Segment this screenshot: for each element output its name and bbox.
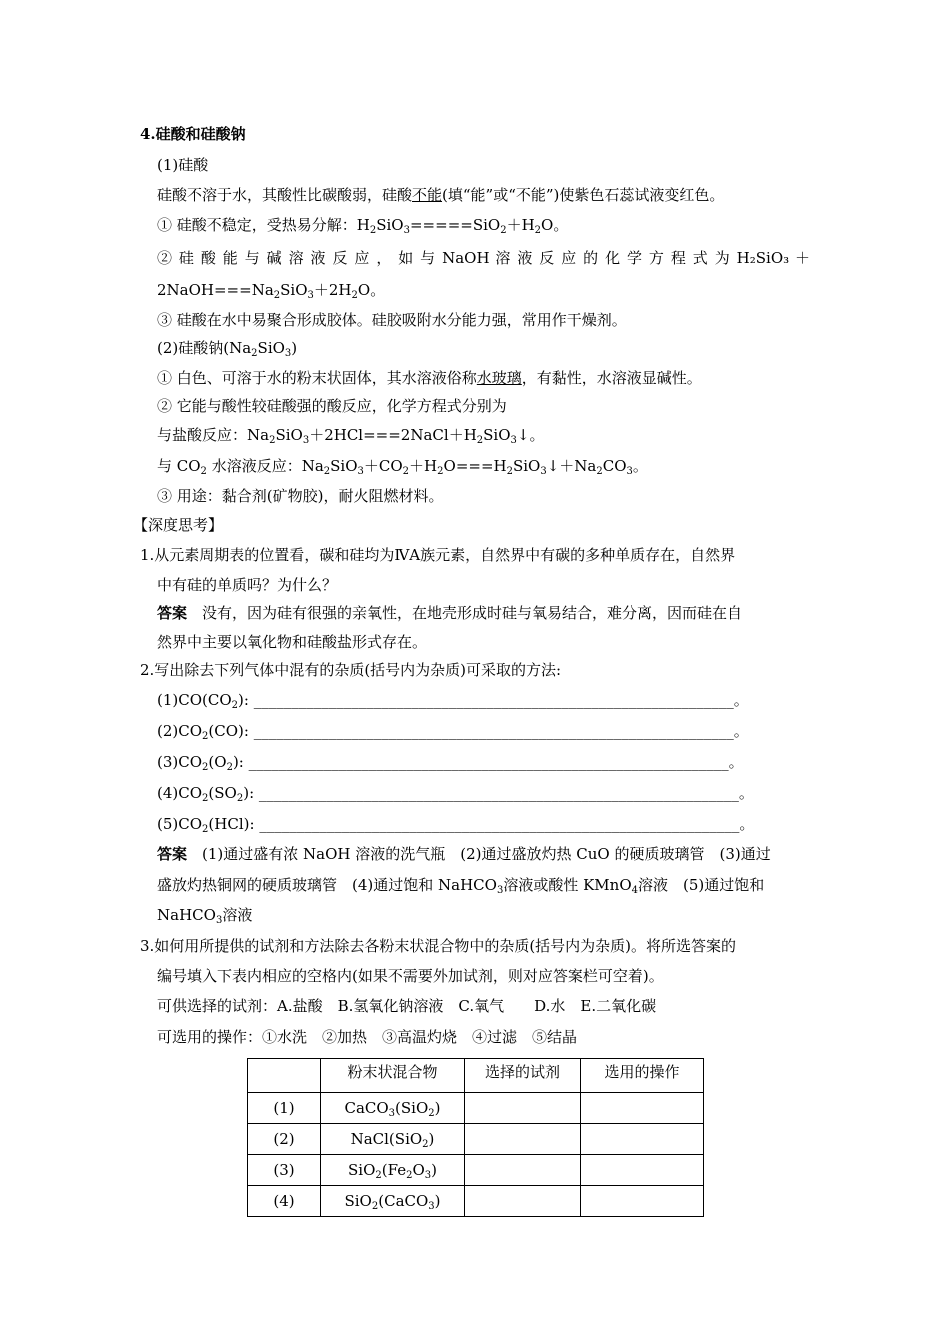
question-2: 2.写出除去下列气体中混有的杂质(括号内为杂质)可采取的方法: (140, 661, 562, 679)
table-header-cell: 选择的试剂 (465, 1059, 581, 1093)
question-2-item-2: $(2)CO_2(CO)$: ________________________________________________________________。 (157, 722, 749, 742)
answer-2-line2: 盛放灼热铜网的硬质玻璃管 (4)通过饱和 NaHCO$_3$溶液或酸性 KMnO$_4$溶液 (5)通过饱和 (157, 876, 765, 896)
question-3-line2: 编号填入下表内相应的空格内(如果不需要外加试剂，则对应答案栏可空着)。 (157, 967, 664, 985)
row-number: (3) (248, 1155, 321, 1186)
mixture-cell: $SiO_2(Fe_2O_3)$ (321, 1155, 465, 1186)
question-2-item-5: $(5)CO_2(HCl)$: ________________________________________________________________。 (157, 815, 755, 835)
reagent-options: 可供选择的试剂：A.盐酸 B.氢氧化钠溶液 C.氧气 D.水 E.二氧化碳 (157, 997, 657, 1015)
sodium-silicate-hcl-equation: 与盐酸反应：$Na_2SiO_3+2HCl===2NaCl+H_2SiO_3↓$。 (157, 426, 545, 446)
operation-cell[interactable] (581, 1124, 704, 1155)
operation-options: 可选用的操作：①水洗 ②加热 ③高温灼烧 ④过滤 ⑤结晶 (157, 1028, 578, 1046)
question-2-item-1: $(1)CO(CO_2)$: ________________________________________________________________。 (157, 691, 749, 711)
operation-cell[interactable] (581, 1186, 704, 1217)
silicic-acid-colloid: ③ 硅酸在水中易聚合形成胶体。硅胶吸附水分能力强，常用作干燥剂。 (157, 311, 627, 329)
table-row (248, 1093, 704, 1124)
sodium-silicate-uses: ③ 用途：黏合剂(矿物胶)，耐火阻燃材料。 (157, 487, 444, 505)
silicic-acid-intro: 硅酸不溶于水，其酸性比碳酸弱，硅酸不能(填“能”或“不能”)使紫色石蕊试液变红色。 (157, 186, 725, 204)
silicic-acid-heading: (1)硅酸 (157, 156, 209, 174)
mixture-cell: CaCO$_3$(SiO$_2$) (321, 1093, 465, 1124)
table-header-row (248, 1059, 704, 1093)
sodium-silicate-heading: (2)硅酸钠$(Na_2SiO_3)$ (157, 339, 298, 359)
answer-blank: ________________________________________________________________ (258, 784, 739, 802)
sodium-silicate-co2-equation: 与 $CO_2$ 水溶液反应：$Na_2SiO_3+CO_2+H_2O===H_2SiO_3↓+Na_2CO_3$。 (157, 457, 648, 477)
reagent-cell[interactable] (465, 1186, 581, 1217)
question-1-line2: 中有硅的单质吗？为什么？ (157, 576, 338, 594)
reagent-cell[interactable] (465, 1093, 581, 1124)
row-number: (2) (248, 1124, 321, 1155)
question-2-item-4: $(4)CO_2(SO_2)$: ________________________________________________________________。 (157, 784, 754, 804)
table-header-cell: 粉末状混合物 (321, 1059, 465, 1093)
sodium-silicate-acid-reaction: ② 它能与酸性较硅酸强的酸反应，化学方程式分别为 (157, 397, 507, 415)
answer-1-line2: 然界中主要以氧化物和硅酸盐形式存在。 (157, 633, 428, 651)
answer-blank: ________________________________________________________________ (259, 815, 740, 833)
operation-cell[interactable] (581, 1155, 704, 1186)
mixture-cell: SiO$_2$(CaCO$_3$) (321, 1186, 465, 1217)
answer-blank: ________________________________________________________________ (253, 722, 734, 740)
question-1-line1: 1.从元素周期表的位置看，碳和硅均为ⅣA族元素，自然界中有碳的多种单质存在，自然界 (140, 546, 736, 564)
answer-2-line3: NaHCO$_3$溶液 (157, 906, 253, 926)
sodium-silicate-properties: ① 白色、可溶于水的粉末状固体，其水溶液俗称水玻璃，有黏性，水溶液显碱性。 (157, 369, 702, 387)
silicic-acid-base-reaction-line2: $2NaOH===Na_2SiO_3+2H_2O$。 (157, 281, 386, 301)
reagent-cell[interactable] (465, 1155, 581, 1186)
question-3-line1: 3.如何用所提供的试剂和方法除去各粉末状混合物中的杂质(括号内为杂质)。将所选答案的 (140, 937, 737, 955)
silicic-acid-decomposition: ① 硅酸不稳定，受热易分解：$H_2SiO_3=====SiO_2+H_2O$。 (157, 216, 569, 236)
answer-blank: ________________________________________________________________ (253, 691, 734, 709)
row-number: (4) (248, 1186, 321, 1217)
answer-1-line1: 答案 没有，因为硅有很强的亲氧性，在地壳形成时硅与氧易结合，难分离，因而硅在自 (157, 604, 743, 622)
table-header-cell (248, 1059, 321, 1093)
answer-label: 答案 (157, 845, 188, 863)
answer-2-line1: 答案 (1)通过盛有浓 NaOH 溶液的洗气瓶 (2)通过盛放灼热 CuO 的硬质玻璃管 (3)通过 (157, 845, 771, 863)
table-row (248, 1155, 704, 1186)
table-header-cell: 选用的操作 (581, 1059, 704, 1093)
table-row (248, 1124, 704, 1155)
row-number: (1) (248, 1093, 321, 1124)
operation-cell[interactable] (581, 1093, 704, 1124)
table-row (248, 1186, 704, 1217)
mixture-cell: NaCl(SiO$_2$) (321, 1124, 465, 1155)
silicic-acid-base-reaction-line1: ② 硅 酸 能 与 碱 溶 液 反 应 ， 如 与 NaOH 溶 液 反 应 的 化 学 方 程 式 为 H₂SiO₃ ＋ (157, 249, 810, 267)
mixture-table (247, 1058, 704, 1217)
reagent-cell[interactable] (465, 1124, 581, 1155)
answer-label: 答案 (157, 604, 188, 622)
deep-thinking-label: 【深度思考】 (133, 516, 224, 534)
section-title: 4.硅酸和硅酸钠 (140, 125, 246, 143)
answer-blank: ________________________________________________________________ (248, 753, 729, 771)
question-2-item-3: $(3)CO_2(O_2)$: ________________________________________________________________。 (157, 753, 744, 773)
